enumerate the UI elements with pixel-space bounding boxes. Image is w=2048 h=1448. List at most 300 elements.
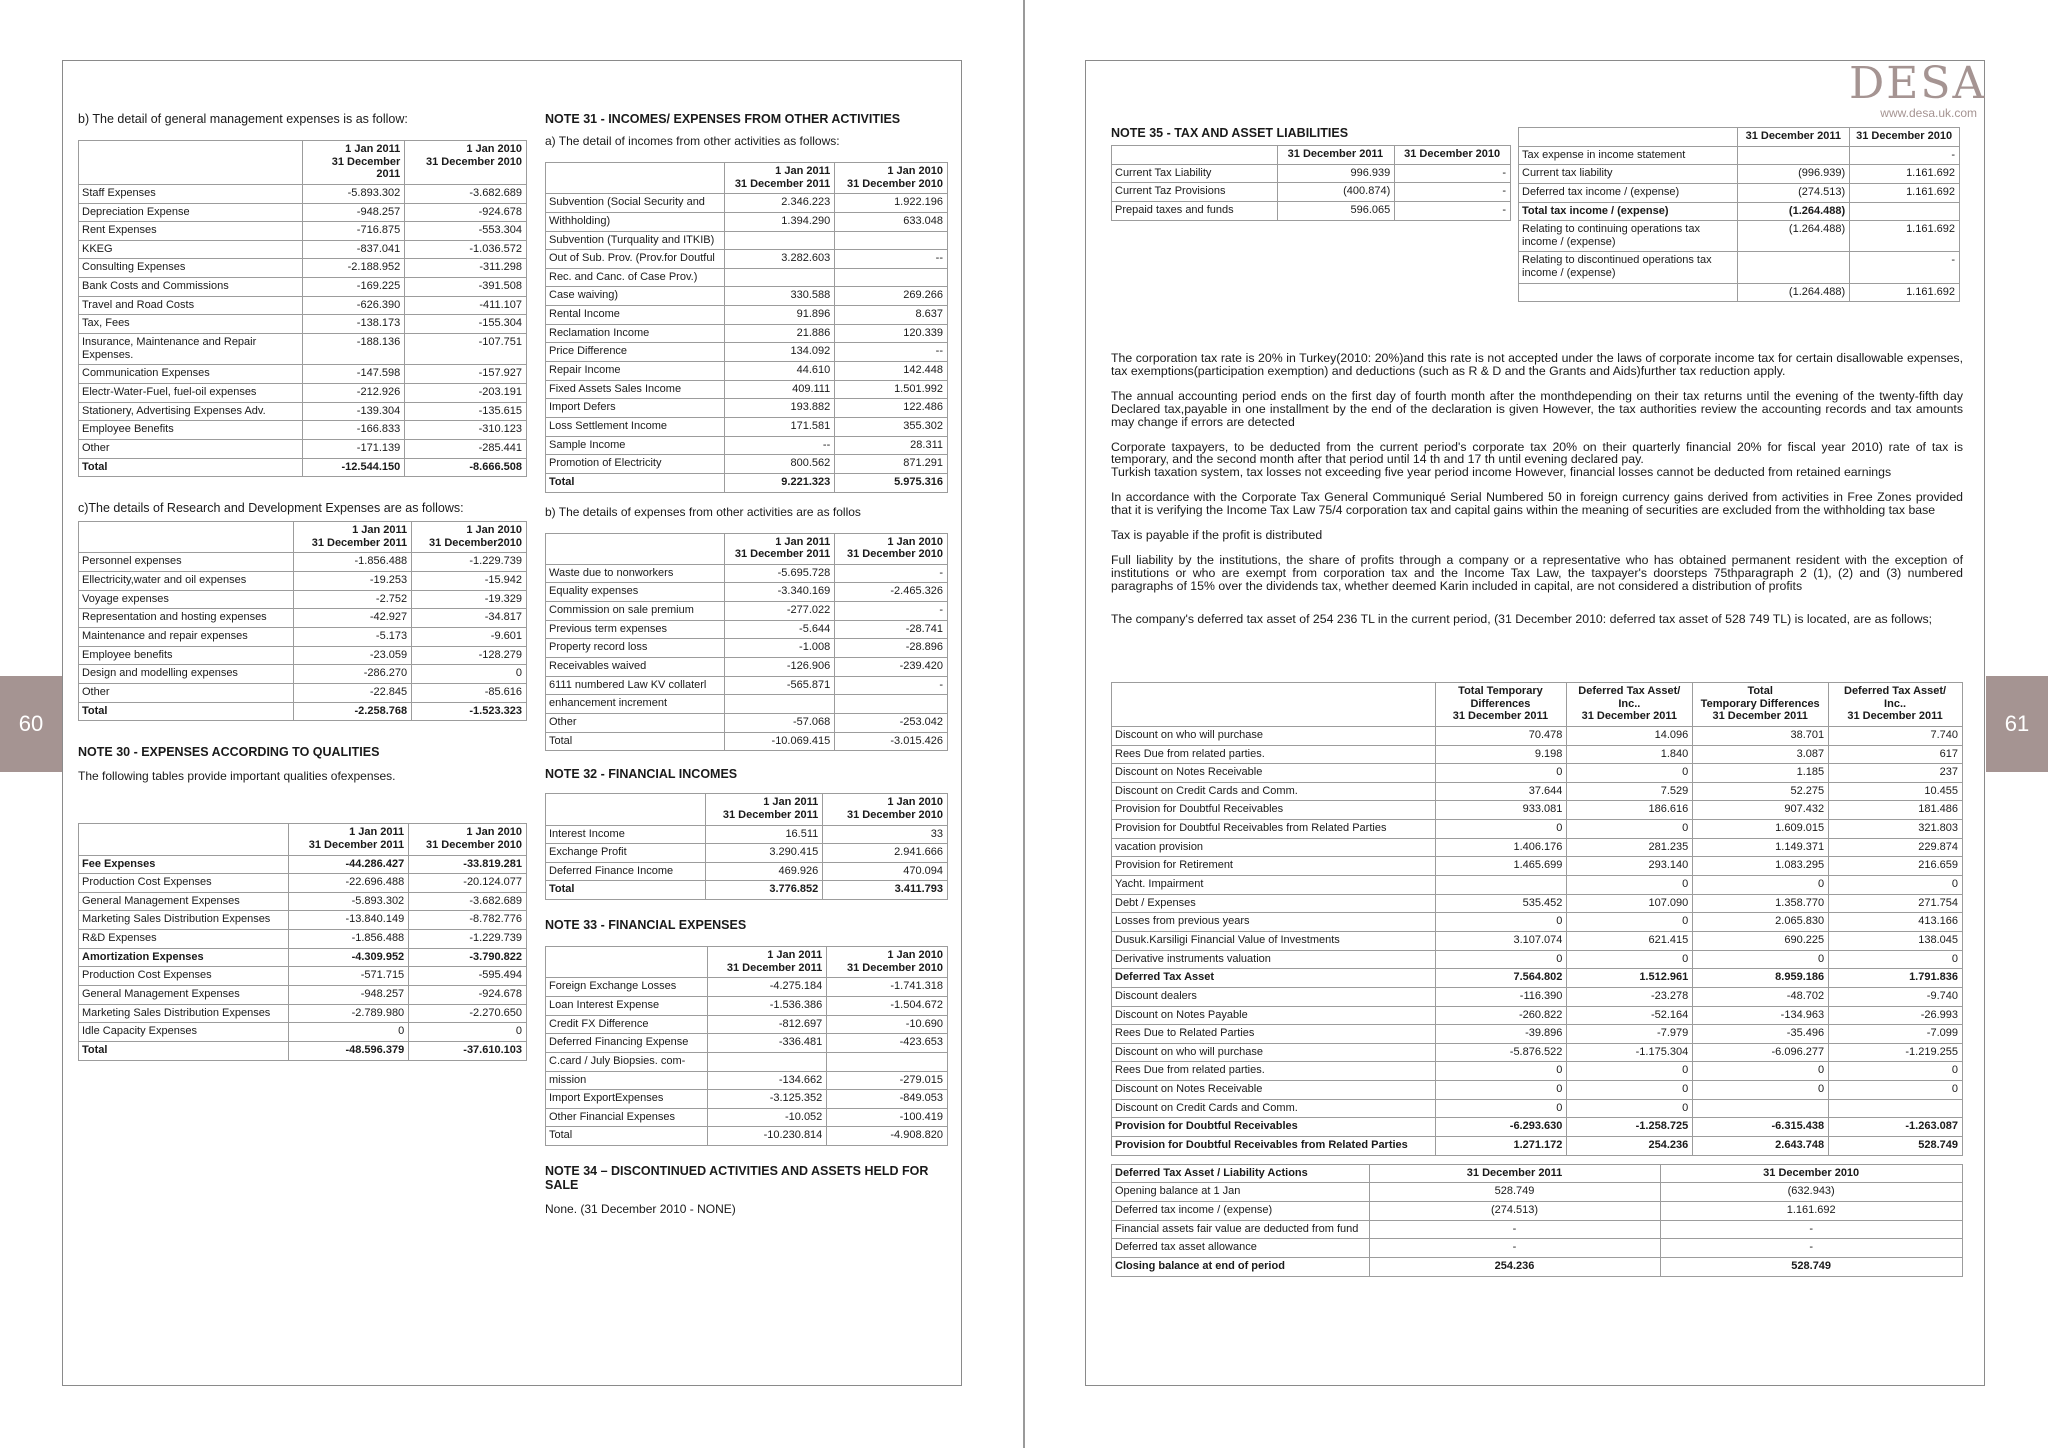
table-header-row: [546, 794, 948, 825]
row-label: Discount on Credit Cards and Comm.: [1112, 1099, 1436, 1118]
row-value: 1.609.015: [1693, 820, 1829, 839]
row-value: -1.263.087: [1829, 1118, 1963, 1137]
row-value: 0: [1567, 876, 1693, 895]
row-value: -: [1850, 146, 1960, 165]
column-header: [405, 141, 527, 185]
row-value: -10.069.415: [725, 732, 835, 751]
table-row: [546, 1090, 948, 1109]
logo-text: DESA: [1849, 58, 1987, 109]
row-value: --: [835, 343, 948, 362]
row-value: 0: [1567, 764, 1693, 783]
row-value: -12.544.150: [303, 458, 405, 477]
row-label: Loss Settlement Income: [546, 417, 725, 436]
row-value: 9.221.323: [725, 473, 835, 492]
row-label: Rent Expenses: [79, 222, 303, 241]
row-value: 596.065: [1277, 201, 1395, 220]
row-value: 122.486: [835, 399, 948, 418]
row-value: 617: [1829, 745, 1963, 764]
row-value: [1738, 146, 1850, 165]
row-label: Deferred Financing Expense: [546, 1034, 708, 1053]
row-value: 171.581: [725, 417, 835, 436]
row-value: 254.236: [1369, 1257, 1661, 1276]
row-value: -: [1395, 164, 1511, 183]
table-row: [1112, 183, 1511, 202]
row-value: -1.036.572: [405, 240, 527, 259]
row-value: -948.257: [289, 985, 409, 1004]
row-label: Fixed Assets Sales Income: [546, 380, 725, 399]
header-line: 31 December 2011: [726, 961, 823, 974]
row-label: Discount on Notes Payable: [1112, 1006, 1436, 1025]
row-value: 0: [1567, 1081, 1693, 1100]
row-value: -4.908.820: [827, 1127, 948, 1146]
row-label: Deferred Finance Income: [546, 862, 706, 881]
row-label: Out of Sub. Prov. (Prov.for Doutful: [546, 250, 725, 269]
row-label: Total: [546, 881, 706, 900]
header-line: 31 December 2011: [1847, 710, 1943, 723]
row-value: -239.420: [835, 658, 948, 677]
note34-title-2: SALE: [545, 1178, 579, 1193]
row-value: 1.358.770: [1693, 894, 1829, 913]
row-value: 470.094: [823, 862, 948, 881]
row-value: -: [1850, 252, 1960, 283]
row-value: 237: [1829, 764, 1963, 783]
table-header-row: [546, 533, 948, 564]
row-value: 907.432: [1693, 801, 1829, 820]
row-value: 528.749: [1829, 1137, 1963, 1156]
header-empty: [1112, 146, 1278, 165]
row-value: 330.588: [725, 287, 835, 306]
table-row: [546, 602, 948, 621]
row-value: -2.752: [294, 590, 412, 609]
row-label: Rec. and Canc. of Case Prov.): [546, 268, 725, 287]
row-value: -48.702: [1693, 987, 1829, 1006]
table-header-row: [1112, 1164, 1963, 1183]
row-value: 186.616: [1567, 801, 1693, 820]
row-value: 0: [1567, 950, 1693, 969]
note35-summary-table: [1518, 127, 1960, 302]
row-value: -2.270.650: [409, 1004, 527, 1023]
header-line: 31 December 2011: [1712, 710, 1808, 723]
row-value: 8.959.186: [1693, 969, 1829, 988]
row-value: (1.264.488): [1738, 221, 1850, 252]
row-value: -286.270: [294, 665, 412, 684]
header-line: 1 Jan 2011: [775, 165, 831, 177]
row-label: Design and modelling expenses: [79, 665, 294, 684]
row-value: -33.819.281: [409, 855, 527, 874]
note31-sub-b: b) The details of expenses from other activities are as follos: [545, 504, 861, 519]
row-value: 38.701: [1693, 726, 1829, 745]
header-line: Inc..: [1884, 697, 1907, 710]
row-value: -35.496: [1693, 1025, 1829, 1044]
table-row: [1519, 183, 1960, 202]
row-value: 321.803: [1829, 820, 1963, 839]
row-value: 138.045: [1829, 931, 1963, 950]
row-value: -1.008: [725, 639, 835, 658]
row-label: Staff Expenses: [79, 184, 303, 203]
table-row: [1112, 745, 1963, 764]
table-row: [1112, 987, 1963, 1006]
row-value: 0: [1829, 876, 1963, 895]
row-value: 1.161.692: [1661, 1201, 1963, 1220]
row-value: 0: [1567, 913, 1693, 932]
row-value: -9.740: [1829, 987, 1963, 1006]
row-value: 134.092: [725, 343, 835, 362]
note30-table: [78, 823, 527, 1060]
row-value: 28.311: [835, 436, 948, 455]
row-label: Relating to discontinued operations tax income / (expense): [1519, 252, 1738, 283]
row-value: 21.886: [725, 324, 835, 343]
table-row: [546, 825, 948, 844]
row-value: 633.048: [835, 212, 948, 231]
row-label: Provision for Doubtful Receivables from Related Parties: [1112, 1137, 1436, 1156]
row-value: -20.124.077: [409, 874, 527, 893]
row-value: -1.856.488: [289, 930, 409, 949]
column-header: 31 December 2010: [1850, 128, 1960, 147]
row-value: -571.715: [289, 967, 409, 986]
table-row: [546, 978, 948, 997]
header-line: 31 December 2011: [331, 155, 401, 181]
row-label: Stationery, Advertising Expenses Adv.: [79, 402, 303, 421]
row-value: 1.840: [1567, 745, 1693, 764]
row-value: 37.644: [1435, 782, 1567, 801]
row-value: [1738, 252, 1850, 283]
row-label: C.card / July Biopsies. com-: [546, 1052, 708, 1071]
header-empty: [546, 947, 708, 978]
tax-paragraph: In accordance with the Corporate Tax General Communiqué Serial Numbered 50 in foreign currency gains derived from activities in Free Zones provided that it is verifying the Income Tax Law 75/4 corporation tax and capital gains within the meaning of securities are excluded from the withholding tax base: [1111, 490, 1963, 518]
row-value: -: [1395, 201, 1511, 220]
tax-paragraph: Corporate taxpayers, to be deducted from the current period's corporate tax 20% on their quarterly financial 20% for fiscal year 2010) rate of tax is temporary, and the second month after that period until 14 th and 17 th until evening declared pay.: [1111, 439, 1963, 467]
row-value: [707, 1052, 827, 1071]
row-label: Marketing Sales Distribution Expenses: [79, 911, 289, 930]
row-label: Current Taz Provisions: [1112, 183, 1278, 202]
row-label: mission: [546, 1071, 708, 1090]
table-row: [79, 609, 527, 628]
row-value: -10.690: [827, 1015, 948, 1034]
table-row: [546, 455, 948, 474]
row-label: Other: [79, 683, 294, 702]
row-value: 2.941.666: [823, 844, 948, 863]
row-label: Closing balance at end of period: [1112, 1257, 1370, 1276]
row-value: -849.053: [827, 1090, 948, 1109]
row-value: -10.052: [707, 1108, 827, 1127]
row-value: 193.882: [725, 399, 835, 418]
table-row: [79, 930, 527, 949]
row-value: -8.782.776: [409, 911, 527, 930]
row-label: Other Financial Expenses: [546, 1108, 708, 1127]
table-header-row: [79, 141, 527, 185]
header-line: Inc..: [1618, 697, 1641, 710]
row-value: --: [835, 250, 948, 269]
table-row: [546, 1071, 948, 1090]
row-value: [1693, 1099, 1829, 1118]
row-value: (996.939): [1738, 165, 1850, 184]
table-row: [546, 417, 948, 436]
column-header: 31 December 2011: [1369, 1164, 1661, 1183]
row-label: Prepaid taxes and funds: [1112, 201, 1278, 220]
table-row: [546, 862, 948, 881]
row-value: 14.096: [1567, 726, 1693, 745]
row-value: -26.993: [1829, 1006, 1963, 1025]
table-row: [1112, 876, 1963, 895]
row-label: Opening balance at 1 Jan: [1112, 1183, 1370, 1202]
row-value: 1.922.196: [835, 194, 948, 213]
table-row: [1519, 146, 1960, 165]
table-row: [546, 732, 948, 751]
row-value: 0: [1693, 1062, 1829, 1081]
table-row: [79, 948, 527, 967]
column-header: [827, 947, 948, 978]
row-value: -1.856.488: [294, 553, 412, 572]
row-label: Total: [79, 1041, 289, 1060]
row-label: enhancement increment: [546, 695, 725, 714]
row-value: -13.840.149: [289, 911, 409, 930]
note34-title-1: NOTE 34 – DISCONTINUED ACTIVITIES AND ASSETS HELD FOR: [545, 1164, 929, 1179]
row-label: Deferred Tax Asset: [1112, 969, 1436, 988]
row-label: Communication Expenses: [79, 365, 303, 384]
row-value: -: [1661, 1220, 1963, 1239]
row-value: (1.264.488): [1738, 283, 1850, 302]
row-label: Travel and Road Costs: [79, 296, 303, 315]
row-value: -134.662: [707, 1071, 827, 1090]
table-row: [1112, 857, 1963, 876]
table-row: [79, 892, 527, 911]
header-empty: [79, 141, 303, 185]
row-label: Total: [546, 732, 725, 751]
row-value: -336.481: [707, 1034, 827, 1053]
table-row: [79, 365, 527, 384]
table-row: [1112, 1220, 1963, 1239]
row-label: Deferred tax income / (expense): [1519, 183, 1738, 202]
row-value: -411.107: [405, 296, 527, 315]
table-row: [546, 1108, 948, 1127]
row-value: 1.271.172: [1435, 1137, 1567, 1156]
row-value: -5.893.302: [303, 184, 405, 203]
row-value: 52.275: [1693, 782, 1829, 801]
row-value: -107.751: [405, 334, 527, 365]
table-row: [79, 458, 527, 477]
table-header-row: [1112, 146, 1511, 165]
row-value: 5.975.316: [835, 473, 948, 492]
row-label: Production Cost Expenses: [79, 967, 289, 986]
header-line: 31 December 2011: [734, 548, 831, 561]
table-row: [79, 683, 527, 702]
row-value: 535.452: [1435, 894, 1567, 913]
row-value: 413.166: [1829, 913, 1963, 932]
table-row: [79, 334, 527, 365]
row-value: -: [835, 676, 948, 695]
row-value: -: [1369, 1220, 1661, 1239]
row-label: Debt / Expenses: [1112, 894, 1436, 913]
table-row: [546, 996, 948, 1015]
row-value: 0: [409, 1023, 527, 1042]
row-value: -3.682.689: [409, 892, 527, 911]
row-label: Derivative instruments valuation: [1112, 950, 1436, 969]
row-label: Current Tax Liability: [1112, 164, 1278, 183]
row-label: Dusuk.Karsiligi Financial Value of Investments: [1112, 931, 1436, 950]
row-value: -391.508: [405, 278, 527, 297]
table-row: [79, 402, 527, 421]
row-value: -285.441: [405, 439, 527, 458]
column-header: [707, 947, 827, 978]
row-label: Interest Income: [546, 825, 706, 844]
table-row: [1112, 1118, 1963, 1137]
row-value: 0: [1435, 820, 1567, 839]
row-value: [835, 268, 948, 287]
row-value: -7.099: [1829, 1025, 1963, 1044]
table-row: [1112, 782, 1963, 801]
row-value: -5.173: [294, 628, 412, 647]
table-row: [1112, 1257, 1963, 1276]
header-line: 1 Jan 2010: [466, 524, 522, 537]
row-label: Promotion of Electricity: [546, 455, 725, 474]
note34-text: None. (31 December 2010 - NONE): [545, 1202, 736, 1217]
row-value: -6.096.277: [1693, 1043, 1829, 1062]
row-value: -595.494: [409, 967, 527, 986]
row-label: vacation provision: [1112, 838, 1436, 857]
row-value: 528.749: [1369, 1183, 1661, 1202]
row-label: Credit FX Difference: [546, 1015, 708, 1034]
logo-url: www.desa.uk.com: [1880, 106, 1977, 120]
row-value: -128.279: [412, 646, 527, 665]
table-row: [546, 695, 948, 714]
row-value: 2.643.748: [1693, 1137, 1829, 1156]
table-row: [1112, 1006, 1963, 1025]
header-line: 31 December 2011: [311, 536, 408, 549]
table-row: [79, 572, 527, 591]
row-label: Deferred tax asset allowance: [1112, 1239, 1370, 1258]
row-value: 0: [289, 1023, 409, 1042]
table-row: [79, 855, 527, 874]
column-header: [823, 794, 948, 825]
row-value: -1.175.304: [1567, 1043, 1693, 1062]
row-value: 70.478: [1435, 726, 1567, 745]
header-line: 31 December 2011: [308, 838, 405, 851]
row-label: Yacht. Impairment: [1112, 876, 1436, 895]
table-row: [79, 315, 527, 334]
table-row: [79, 439, 527, 458]
row-label: Idle Capacity Expenses: [79, 1023, 289, 1042]
table-row: [79, 967, 527, 986]
row-label: Personnel expenses: [79, 553, 294, 572]
table-row: [546, 676, 948, 695]
header-line: Differences: [1470, 697, 1531, 710]
note32-title: NOTE 32 - FINANCIAL INCOMES: [545, 767, 738, 782]
header-empty: [79, 824, 289, 855]
row-label: Exchange Profit: [546, 844, 706, 863]
row-value: -188.136: [303, 334, 405, 365]
note31-expense-table: [545, 533, 948, 752]
row-value: -155.304: [405, 315, 527, 334]
row-value: -277.022: [725, 602, 835, 621]
row-value: -311.298: [405, 259, 527, 278]
header-line: Deferred Tax Asset/: [1844, 685, 1947, 697]
column-header: [835, 163, 948, 194]
row-value: 0: [1829, 1081, 1963, 1100]
table-row: [546, 343, 948, 362]
row-label: Equality expenses: [546, 583, 725, 602]
row-value: 2.065.830: [1693, 913, 1829, 932]
table-row: [1112, 764, 1963, 783]
row-value: -: [1369, 1239, 1661, 1258]
column-header: [725, 533, 835, 564]
row-value: -: [835, 564, 948, 583]
row-label: Commission on sale premium: [546, 602, 725, 621]
table-row: [546, 658, 948, 677]
header-line: 31 December 2010: [846, 548, 943, 561]
row-value: [1850, 202, 1960, 221]
row-label: Other: [79, 439, 303, 458]
table-header-row: [546, 163, 948, 194]
row-label: 6111 numbered Law KV collaterl: [546, 676, 725, 695]
row-value: 0: [1693, 950, 1829, 969]
row-label: Discount on Credit Cards and Comm.: [1112, 782, 1436, 801]
header-line: 1 Jan 2011: [345, 143, 401, 155]
table-row: [546, 473, 948, 492]
table-row: [546, 399, 948, 418]
row-value: 1.512.961: [1567, 969, 1693, 988]
row-value: -147.598: [303, 365, 405, 384]
header-empty: [79, 522, 294, 553]
note31-title: NOTE 31 - INCOMES/ EXPENSES FROM OTHER ACTIVITIES: [545, 112, 901, 126]
row-value: -3.125.352: [707, 1090, 827, 1109]
table-row: [79, 222, 527, 241]
row-value: 1.161.692: [1850, 183, 1960, 202]
row-label: Discount on Notes Receivable: [1112, 1081, 1436, 1100]
row-value: 0: [1435, 1099, 1567, 1118]
row-value: -57.068: [725, 713, 835, 732]
row-value: (274.513): [1738, 183, 1850, 202]
row-value: -138.173: [303, 315, 405, 334]
table-row: [79, 702, 527, 721]
header-line: 1 Jan 2010: [466, 143, 522, 155]
table-row: [1519, 283, 1960, 302]
row-value: -310.123: [405, 421, 527, 440]
row-value: -2.188.952: [303, 259, 405, 278]
column-header: [835, 533, 948, 564]
row-value: 91.896: [725, 306, 835, 325]
row-value: -10.230.814: [707, 1127, 827, 1146]
table-row: [546, 713, 948, 732]
column-header: 31 December 2011: [1277, 146, 1395, 165]
header-empty: [546, 794, 706, 825]
row-value: 0: [412, 665, 527, 684]
row-value: -1.504.672: [827, 996, 948, 1015]
row-value: -1.219.255: [1829, 1043, 1963, 1062]
table-row: [79, 553, 527, 572]
row-label: Provision for Doubtful Receivables: [1112, 1118, 1436, 1137]
deferred-tax-actions-table: [1111, 1164, 1963, 1277]
row-value: [827, 1052, 948, 1071]
row-value: 933.081: [1435, 801, 1567, 820]
row-value: 0: [1829, 1062, 1963, 1081]
row-value: [835, 231, 948, 250]
table-row: [546, 194, 948, 213]
table-header-row: [546, 947, 948, 978]
header-line: 31 December 2011: [722, 808, 819, 821]
header-empty: [1112, 683, 1436, 727]
column-header: [1829, 683, 1963, 727]
tax-paragraph: The corporation tax rate is 20% in Turkey(2010: 20%)and this rate is not accepted under the laws of corporate income tax for certain disallowable expenses, tax exemptions(participation exemption) and deductions (such as R & D and the Grants and Aids)further tax reduction apply.: [1111, 351, 1963, 378]
row-label: Loan Interest Expense: [546, 996, 708, 1015]
row-value: 216.659: [1829, 857, 1963, 876]
row-value: -: [1395, 183, 1511, 202]
row-value: -166.833: [303, 421, 405, 440]
row-value: 0: [1567, 1062, 1693, 1081]
row-value: -42.927: [294, 609, 412, 628]
column-header: Deferred Tax Asset / Liability Actions: [1112, 1164, 1370, 1183]
row-value: 0: [1693, 1081, 1829, 1100]
row-value: 44.610: [725, 362, 835, 381]
